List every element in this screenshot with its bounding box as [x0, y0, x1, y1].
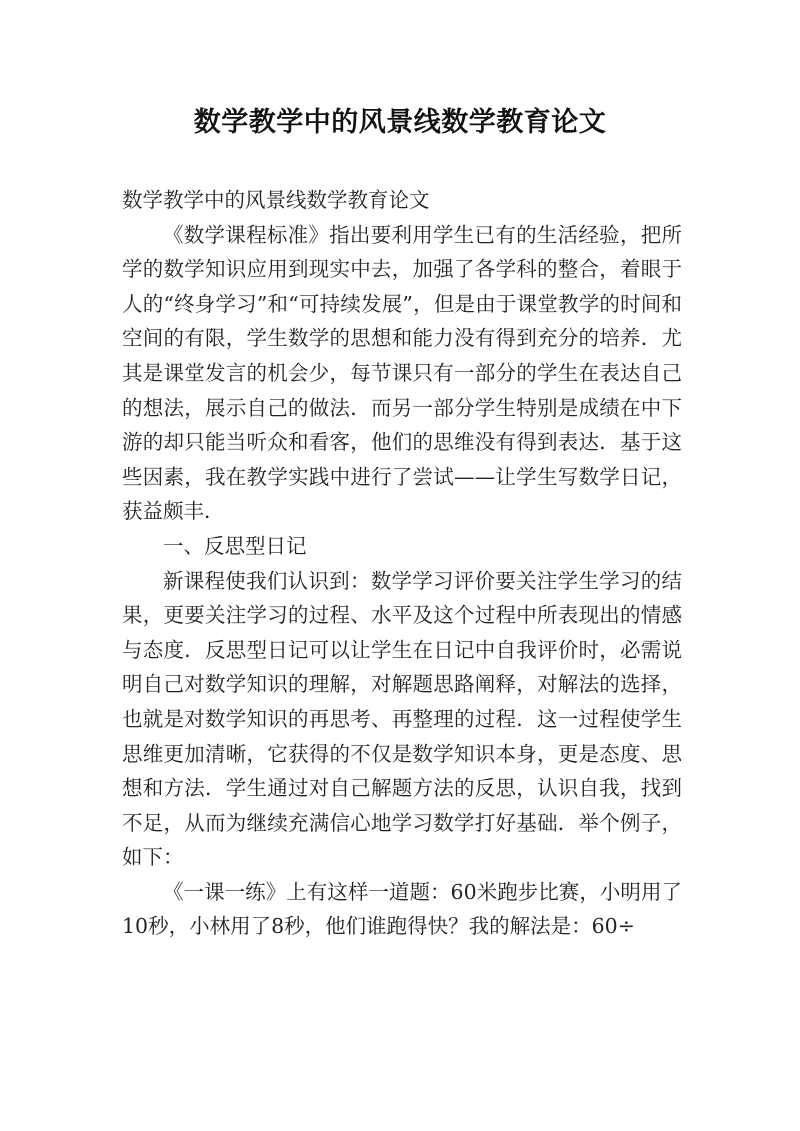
paragraph-reflective-diary: 新课程使我们认识到：数学学习评价要关注学生学习的结果，更要关注学习的过程、水平及这个过程中所表现出的情感与态度．反思型日记可以让学生在日记中自我评价时，必需说明自己对数学知识的理解，对解题思路阐释，对解法的选择，也就是对数学知识的再思考、再整理的过程．这一过程使学生思维更加清晰，它获得的不仅是数学知识本身，更是态度、思想和方法．学生通过对自己解题方法的反思，认识自我，找到不足，从而为继续充满信心地学习数学打好基础．举个例子，如下： [122, 568, 682, 870]
section-heading-reflective-diary: 一、反思型日记 [163, 533, 307, 558]
paragraph-intro: 《数学课程标准》指出要利用学生已有的生活经验，把所学的数学知识应用到现实中去，加强了各学科的整合，着眼于人的“终身学习”和“可持续发展”，但是由于课堂教学的时间和空间的有限，学生数学的思想和能力没有得到充分的培养．尤其是课堂发言的机会少，每节课只有一部分的学生在表达自己的想法，展示自己的做法．而另一部分学生特别是成绩在中下游的却只能当听众和看客，他们的思维没有得到表达．基于这些因素，我在教学实践中进行了尝试——让学生写数学日记，获益颇丰． [122, 222, 682, 524]
document-title: 数学教学中的风景线数学教育论文 [193, 107, 607, 138]
document-subtitle: 数学教学中的风景线数学教育论文 [122, 188, 430, 212]
paragraph-example: 《一课一练》上有这样一道题：60米跑步比赛，小明用了10秒，小林用了8秒，他们谁跑得快？我的解法是：60÷ [122, 879, 682, 939]
document-body [122, 183, 682, 944]
